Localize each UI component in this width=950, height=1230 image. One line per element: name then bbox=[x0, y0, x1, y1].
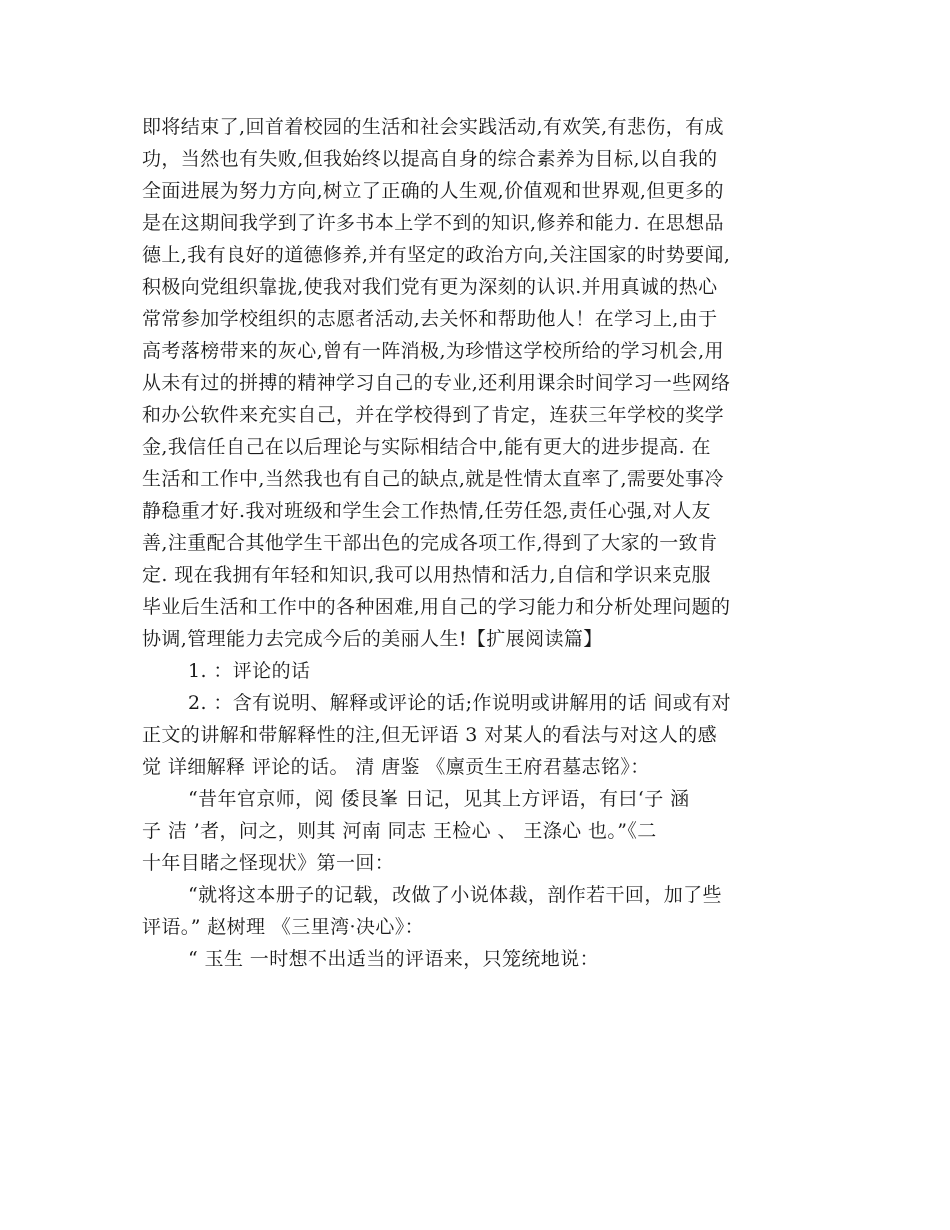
text-line: 协调,管理能力去完成今后的美丽人生!【扩展阅读篇】 bbox=[142, 628, 603, 650]
document-body bbox=[142, 111, 832, 975]
text-line: “昔年官京师，阅 倭艮峯 日记，见其上方评语，有曰‘子 涵 bbox=[188, 788, 690, 810]
text-line: 生活和工作中,当然我也有自己的缺点,就是性情太直率了,需要处事冷 bbox=[142, 468, 724, 490]
text-line: 十年目睹之怪现状》第一回： bbox=[142, 852, 395, 874]
text-line: 全面进展为努力方向,树立了正确的人生观,价值观和世界观,但更多的 bbox=[142, 180, 724, 202]
text-line: “就将这本册子的记载，改做了小说体裁，剖作若干回，加了些 bbox=[188, 884, 722, 906]
text-line: 即将结束了,回首着校园的生活和社会实践活动,有欢笑,有悲伤，有成 bbox=[142, 116, 724, 138]
text-line: 功，当然也有失败,但我始终以提高自身的综合素养为目标,以自我的 bbox=[142, 148, 718, 170]
text-line: 定. 现在我拥有年轻和知识,我可以用热情和活力,自信和学识来克服 bbox=[142, 564, 711, 586]
text-line: 从未有过的拼搏的精神学习自己的专业,还利用课余时间学习一些网络 bbox=[142, 372, 731, 394]
text-line: 金,我信任自己在以后理论与实际相结合中,能有更大的进步提高. 在 bbox=[142, 436, 711, 458]
text-line: 正文的讲解和带解释性的注,但无评语 3 对某人的看法与对这人的感 bbox=[142, 724, 718, 746]
text-line: 静稳重才好.我对班级和学生会工作热情,任劳任怨,责任心强,对人友 bbox=[142, 500, 711, 522]
text-line: 积极向党组织靠拢,使我对我们党有更为深刻的认识.并用真诚的热心 bbox=[142, 276, 718, 298]
text-line: 是在这期间我学到了许多书本上学不到的知识,修养和能力. 在思想品 bbox=[142, 212, 724, 234]
text-line: 评语。” 赵树理 《三里湾·决心》： bbox=[142, 916, 425, 938]
text-line: 常常参加学校组织的志愿者活动,去关怀和帮助他人！在学习上,由于 bbox=[142, 308, 718, 330]
text-line: 高考落榜带来的灰心,曾有一阵消极,为珍惜这学校所给的学习机会,用 bbox=[142, 340, 724, 362]
text-line: “ 玉生 一时想不出适当的评语来，只笼统地说： bbox=[188, 948, 599, 970]
text-line: 1. ：评论的话 bbox=[188, 660, 311, 682]
text-line: 2. ：含有说明、解释或评论的话;作说明或讲解用的话 间或有对 bbox=[188, 692, 732, 714]
text-line: 毕业后生活和工作中的各种困难,用自己的学习能力和分析处理问题的 bbox=[142, 596, 731, 618]
text-line: 善,注重配合其他学生干部出色的完成各项工作,得到了大家的一致肯 bbox=[142, 532, 718, 554]
text-line: 觉 详细解释 评论的话。 清 唐鉴 《廪贡生王府君墓志铭》： bbox=[142, 756, 650, 778]
text-line: 和办公软件来充实自己，并在学校得到了肯定，连获三年学校的奖学 bbox=[142, 404, 725, 426]
text-line: 子 洁 ’者，问之，则其 河南 同志 王检心 、 王涤心 也。”《二 bbox=[142, 820, 657, 842]
text-line: 德上,我有良好的道德修养,并有坚定的政治方向,关注国家的时势要闻, bbox=[142, 244, 731, 266]
